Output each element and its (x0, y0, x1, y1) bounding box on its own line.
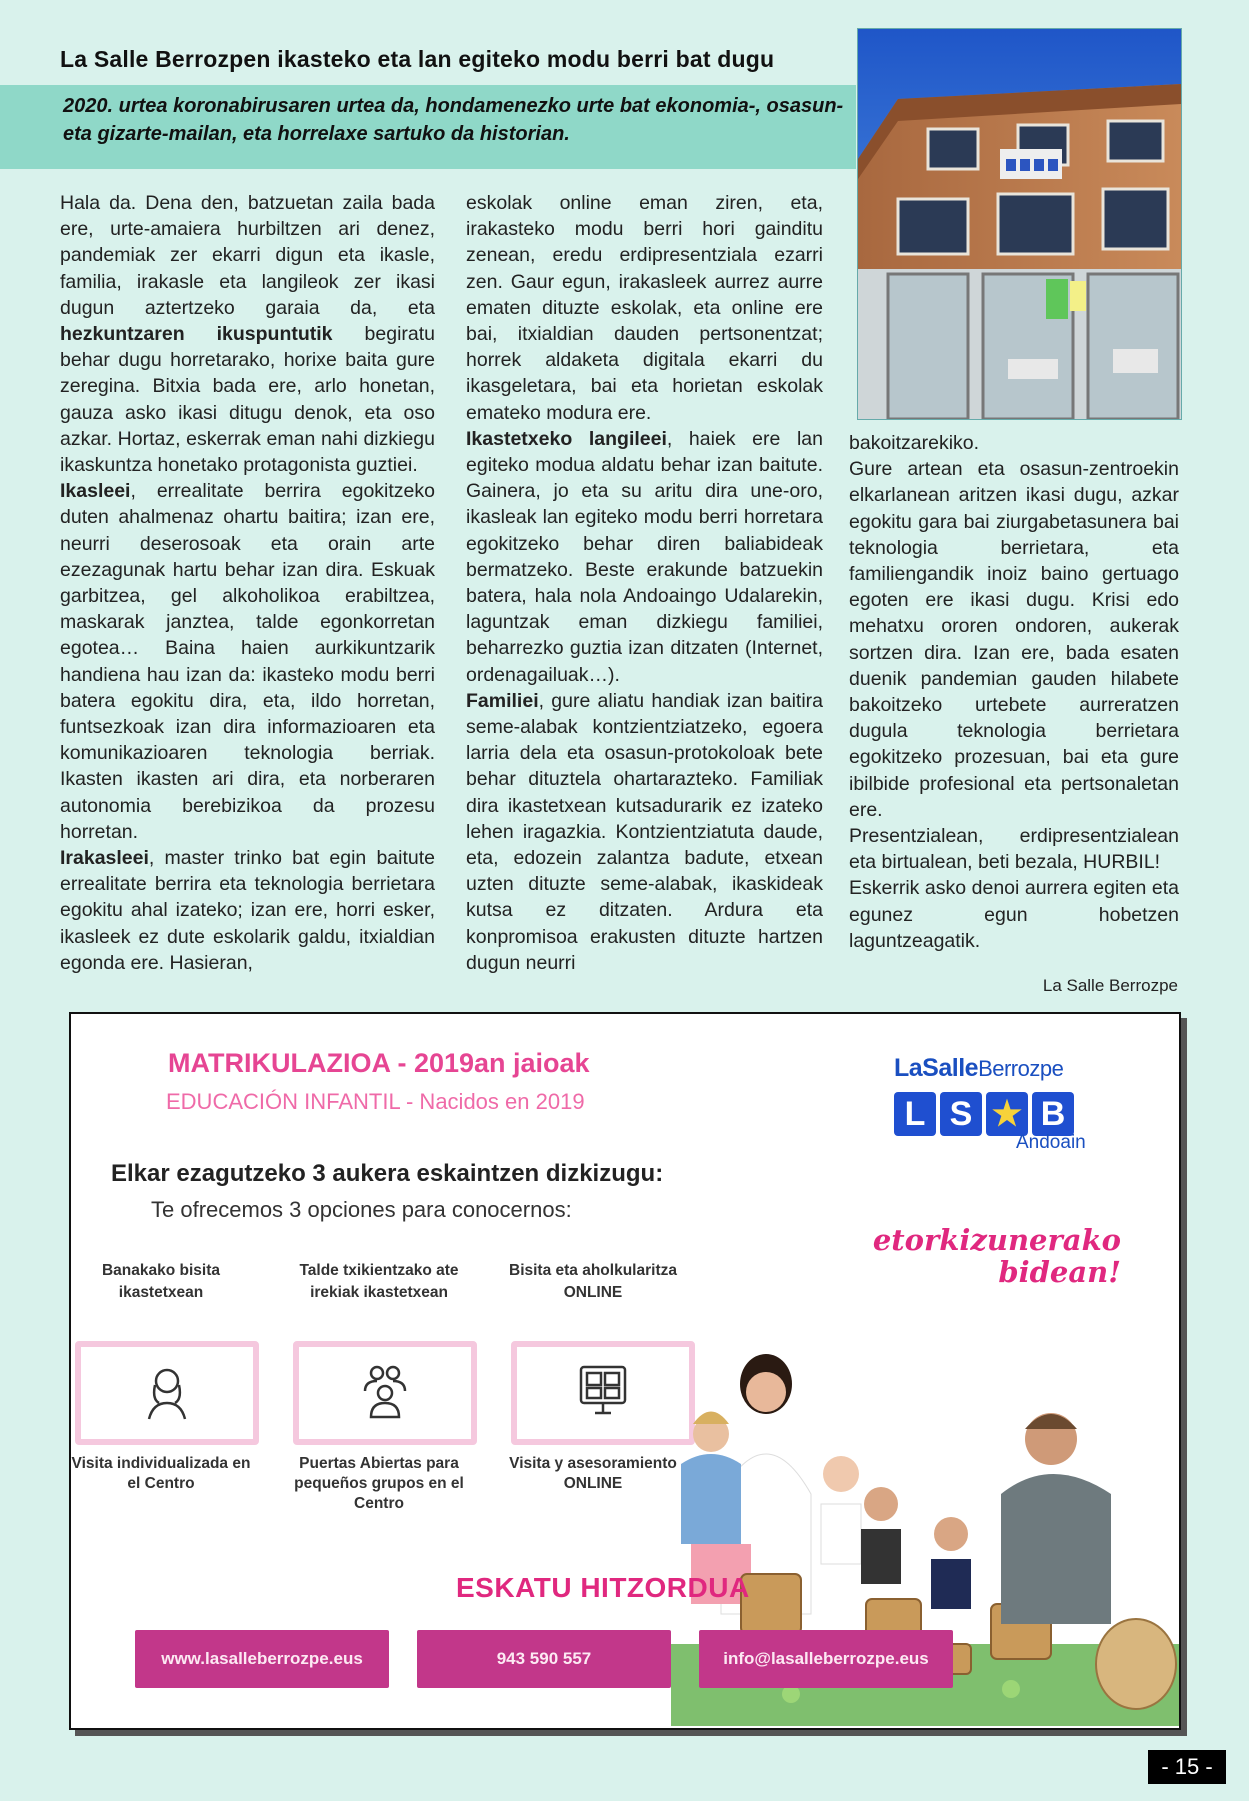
paragraph: Presentzialean, erdipresentzialean eta birtualean, beti bezala, HURBIL! (849, 825, 1179, 874)
group-icon (359, 1361, 411, 1421)
option-card-online (511, 1341, 695, 1445)
phone-number[interactable]: 943 590 557 (417, 1630, 671, 1688)
article-column-2 (466, 190, 823, 976)
logo-location: Andoain (1016, 1132, 1086, 1153)
option-caption: Visita y asesoramiento ONLINE (509, 1455, 677, 1492)
ad-heading-spanish: Te ofrecemos 3 opciones para conocernos: (151, 1197, 572, 1222)
logo-letter: L (894, 1092, 936, 1136)
article-title: La Salle Berrozpen ikasteko eta lan egiteko modu berri bat dugu (60, 46, 775, 72)
star-icon: ★ (986, 1092, 1028, 1136)
ad-slogan: etorkizunerako bidean! (872, 1223, 1121, 1289)
email-link[interactable]: info@lasalleberrozpe.eus (699, 1630, 953, 1688)
article-lead: 2020. urtea koronabirusaren urtea da, hondamenezko urte bat ekonomia-, osasun- eta gizarte-mailan, eta horrelaxe sartuko da historian. (63, 95, 844, 145)
ad-heading-basque: Elkar ezagutzeko 3 aukera eskaintzen dizkizugu: (111, 1160, 664, 1187)
enrollment-advertisement (69, 1012, 1181, 1730)
option-label: Bisita eta aholkularitza ONLINE (509, 1262, 677, 1301)
logo-letter: B (1032, 1092, 1074, 1136)
logo-brand: LaSalleBerrozpe (894, 1054, 1064, 1082)
paragraph: Gure artean eta osasun-zentroekin elkarlanean aritzen ikasi dugu, azkar egokitu gara bai ziurgabetasunera bai teknologia berrietara, eta familiengandik inoiz baino gertuago egoten ere ikasi dugu. Krisi edo mehatxu ororen ondoren, aukerak sortzen dira. Izan ere, bada esaten duenik pandemian gauden hilabete bakoitzeko urtebete aurreratzen dugula teknologia berrietara egokitzeko prozesuan, bai eta gure ibilbide profesional eta pertsonaletan ere. (849, 458, 1179, 821)
option-label: Talde txikientzako ate irekiak ikastetxean (299, 1262, 459, 1301)
paragraph: Familiei, gure aliatu handiak izan baitira seme-alabak kontzientziatzeko, egoera larria dela eta osasun-protokoloak bete behar dituztela ohartarazteko. Familiak dira ikastetxean kutsadurarik ez izateko lehen iragazkia. Kontzientziatuta daude, eta, edozein zalantza badute, etxean uzten dituzte seme-alabak, ikaskideak kutsa ez ditzaten. Ardura eta konpromisoa erakusten dituzte hartzen dugun neurri (466, 689, 823, 974)
ad-subtitle: EDUCACIÓN INFANTIL - Nacidos en 2019 (166, 1089, 585, 1114)
page-number: - 15 - (1148, 1750, 1226, 1784)
paragraph: bakoitzarekiko. (849, 432, 980, 454)
article-column-1 (60, 190, 435, 976)
option-label: Banakako bisita ikastetxean (101, 1262, 221, 1301)
video-call-icon (577, 1361, 629, 1421)
paragraph: Hala da. Dena den, batzuetan zaila bada ere, urte-amaiera hurbiltzen ari denez, pandemiak zer ekarri digun eta ikasle, familia, irakasle eta langileok zer ikasi dugun aztertzeko garaia da, eta hezkuntzaren ikuspuntutik begiratu behar dugu horretarako, horixe baita gure zeregina. Bitxia bada ere, arlo honetan, gauza asko ikasi ditugu denok, eta oso azkar. Hortaz, eskerrak eman nahi dizkiegu ikaskuntza honetako protagonista guztiei. (60, 192, 435, 477)
la-salle-logo (894, 1054, 1094, 1153)
option-caption: Visita individualizada en el Centro (71, 1455, 251, 1492)
person-icon (141, 1361, 193, 1421)
website-link[interactable]: www.lasalleberrozpe.eus (135, 1630, 389, 1688)
paragraph: Eskerrik asko denoi aurrera egiten eta egunez egun hobetzen laguntzeagatik. (849, 877, 1179, 952)
ad-call-to-action: ESKATU HITZORDUA (456, 1572, 750, 1603)
option-card-group (293, 1341, 477, 1445)
paragraph: Ikastetxeko langileei, haiek ere lan egiteko modua aldatu behar izan baitute. Gainera, jo eta su aritu dira une-oro, ikasleak lan egiteko modu berri horretara egokitzeko behar diren baliabideak bermatzeko. Beste erakunde batzuekin batera, hala nola Andoaingo Udalarekin, laguntzak eman dizkiegu familiei, beharrezko guztia izan ditzaten (Internet, ordenagailuak…). (466, 427, 823, 686)
ad-title: MATRIKULAZIOA - 2019an jaioak (168, 1048, 590, 1078)
paragraph: eskolak online eman ziren, eta, irakasteko modu berri hori gainditu zenean, eredu erdipresentziala ezarri zen. Gaur egun, irakasleek aurrez aurre ematen dituzte eskolak, eta online ere bai, itxialdian dauden pertsonentzat; horrek aldaketa digitala ekarri du ikasgeletara, bai eta horietan eskolak emateko modura ere. (466, 192, 823, 424)
school-building-photo (857, 28, 1182, 420)
logo-letter: S (940, 1092, 982, 1136)
option-caption: Puertas Abiertas para pequeños grupos en el Centro (294, 1455, 464, 1512)
signature: La Salle Berrozpe (1042, 976, 1178, 995)
paragraph: Irakasleei, master trinko bat egin baitute errealitate berrira eta teknologia berrietara egokitu ahal izateko; izan ere, horri esker, ikasleek ez dute eskolarik galdu, itxialdian egonda ere. Hasieran, (60, 847, 435, 974)
paragraph: Ikasleei, errealitate berrira egokitzeko duten ahalmenaz ohartu baitira; izan ere, neurri deserosoak eta orain arte ezezagunak hartu behar izan dira. Eskuak garbitzea, gel alkoholikoa erabiltzea, maskarak janztea, talde egonkorretan egotea… Baina haien aurkikuntzarik handiena hau izan da: ikasteko modu berri batera egokitu dira, eta, ildo horretan, funtsezkoak izan dira informazioaren eta komunikazioaren teknologia berriak. Ikasten ikasten ari dira, eta norberaren autonomia berebizikoa da prozesu horretan. (60, 480, 435, 843)
option-card-individual (75, 1341, 259, 1445)
article-column-3 (849, 430, 1179, 954)
